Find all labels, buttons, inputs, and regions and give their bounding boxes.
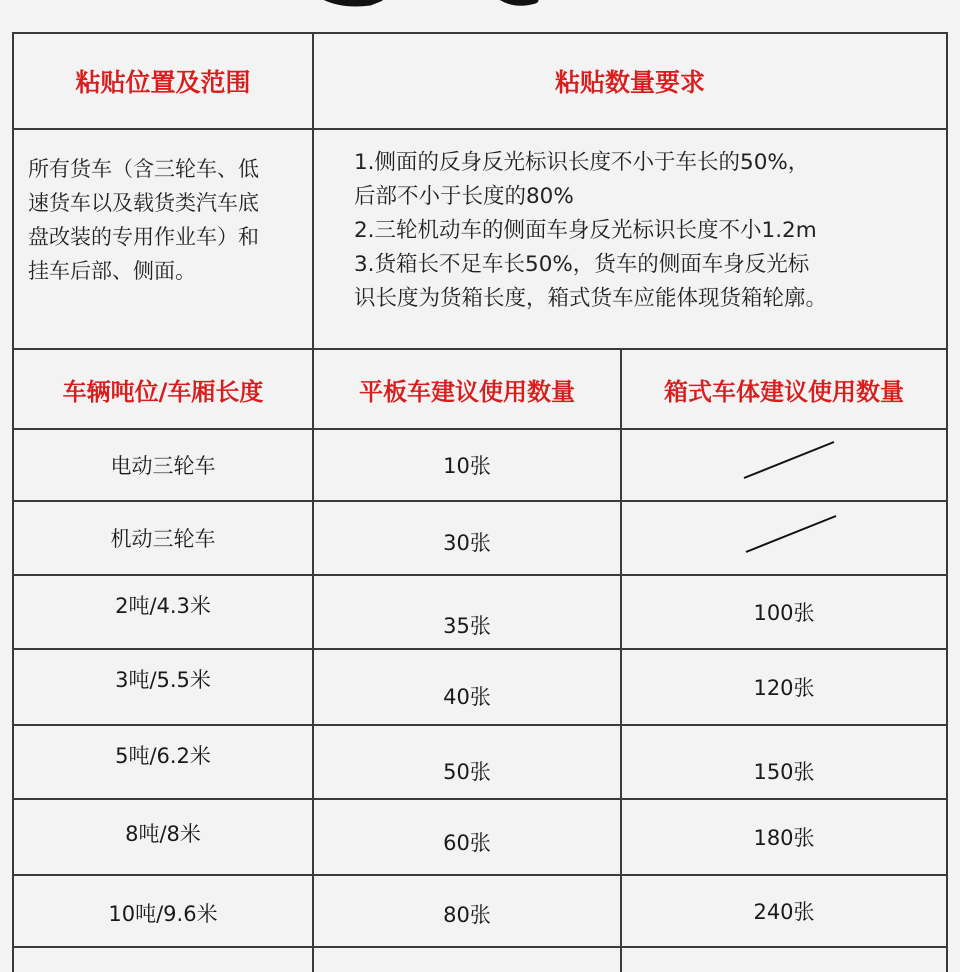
row-vehicle: 10吨/9.6米	[108, 902, 218, 926]
column-header-box: 箱式车体建议使用数量	[664, 377, 904, 406]
row-vehicle: 5吨/6.2米	[115, 744, 211, 768]
sticker-requirements-table	[12, 32, 948, 972]
scope-line: 挂车后部、侧面。	[28, 259, 196, 283]
row-flatbed-count: 40张	[443, 685, 491, 709]
slash-mark	[622, 430, 946, 500]
grid-line	[12, 946, 948, 948]
row-vehicle: 电动三轮车	[110, 454, 216, 478]
row-flatbed-count: 10张	[443, 454, 491, 478]
row-flatbed-count: 80张	[443, 903, 491, 927]
requirements-description	[314, 130, 946, 348]
requirement-line: 3.货箱长不足车长50%，货车的侧面车身反光标	[354, 252, 810, 277]
row-flatbed-count: 30张	[443, 531, 491, 555]
row-vehicle: 2吨/4.3米	[115, 594, 211, 618]
scope-header: 粘贴位置及范围	[75, 68, 251, 97]
row-vehicle: 3吨/5.5米	[115, 668, 211, 692]
scope-description	[14, 130, 312, 348]
grid-line	[946, 32, 948, 972]
row-flatbed-count: 50张	[443, 760, 491, 784]
scope-line: 速货车以及载货类汽车底	[28, 191, 259, 215]
scope-line: 所有货车（含三轮车、低	[28, 157, 259, 181]
row-box-count: 150张	[753, 760, 815, 784]
row-box-count: 100张	[753, 601, 815, 625]
requirement-line: 后部不小于长度的80%	[354, 184, 574, 209]
slash-mark	[622, 502, 946, 574]
row-box-count: 240张	[753, 900, 815, 924]
scope-line: 盘改装的专用作业车）和	[28, 225, 259, 249]
row-vehicle: 8吨/8米	[125, 822, 201, 846]
row-box-not-applicable	[622, 430, 946, 500]
cropped-title-fragment	[300, 0, 560, 8]
row-box-not-applicable	[622, 502, 946, 574]
requirement-line: 识长度为货箱长度，箱式货车应能体现货箱轮廓。	[354, 286, 828, 311]
row-flatbed-count: 60张	[443, 831, 491, 855]
requirement-line: 1.侧面的反身反光标识长度不小于车长的50%，	[354, 150, 810, 175]
row-box-count: 120张	[753, 676, 815, 700]
quantity-header: 粘贴数量要求	[554, 68, 705, 97]
requirement-line: 2.三轮机动车的侧面车身反光标识长度不小1.2m	[354, 218, 817, 243]
row-box-count: 180张	[753, 826, 815, 850]
column-header-vehicle: 车辆吨位/车厢长度	[62, 377, 264, 406]
row-flatbed-count: 35张	[443, 614, 491, 638]
row-vehicle: 机动三轮车	[110, 527, 216, 551]
column-header-flatbed: 平板车建议使用数量	[359, 377, 575, 406]
